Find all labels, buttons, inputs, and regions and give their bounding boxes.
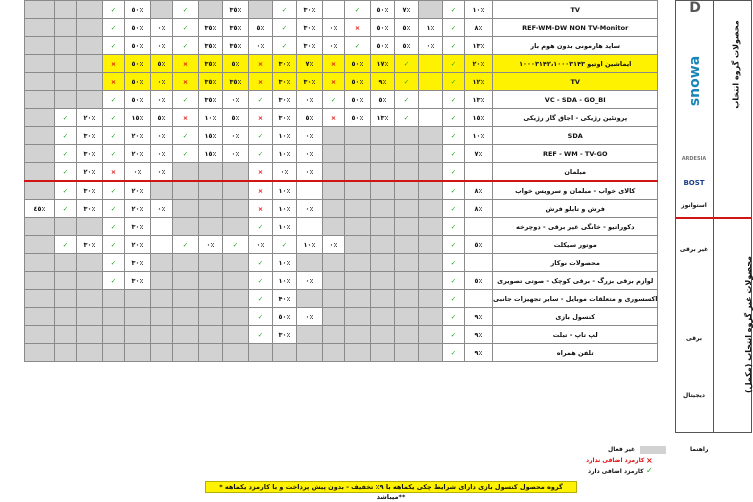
row-label: فرش و تابلو فرش [493, 200, 658, 218]
row-label: REF-WM-DW NON TV-Monitor [493, 19, 658, 37]
row-label: لپ تاپ - تبلت [493, 326, 658, 344]
digital-label: دیجیتال [682, 392, 705, 399]
row-label: محصولات نوکار [493, 254, 658, 272]
table-row: ✓ ٣٠٪ ✓ ٢٠٪ ✓ ۰٪ ✓ ۰٪ ✓ ۱۰٪ ۰٪ ✓ ٥٪ موتور سیکلت [25, 236, 658, 254]
table-row: ✓ ٥٠٪ ۰٪ ✓ ٣٥٪ ۰٪ ✓ ٣٠٪ ۰٪ ✓ ٥٠٪ ٥٪ ✓ ✓ ۱٣٪ VC - SDA - GO_BI [25, 91, 658, 109]
row-label: پروتئین رژیکی - اجاق گاز رژیکی [493, 109, 658, 127]
table-row: ✓ ٢٠٪ × ۰٪ ۰٪ × ۰٪ ۰٪ ✓ مبلمان [25, 163, 658, 182]
table-row: ✓ ٥٠٪ ۰٪ ✓ ٣٥٪ ٣٥٪ ۰٪ ✓ ٣٠٪ ۰٪ ✓ ٥٠٪ ٥٪ ۰٪ ✓ ۱٣٪ ساید هارمونی بدون هوم بار [25, 37, 658, 55]
legend-gray-swatch [640, 446, 666, 454]
legend-has-premium: کارمزد اضافی دارد [588, 468, 644, 475]
table-row: ✓ ٥٠٪ ۰٪ ✓ ٣٥٪ ٣٥٪ ٥٪ ✓ ٣٠٪ ۰٪ × ٥٠٪ ٥٪ ۱٪ ✓ ٨٪ REF-WM-DW NON TV-Monitor [25, 19, 658, 37]
row-label: کنسول بازی [493, 308, 658, 326]
non-electric-label: غیر برقی [679, 246, 709, 253]
table-row: ✓ ٣٠٪ ✓ ٩٪ لپ تاپ - تبلت [25, 326, 658, 344]
group-products-title: محصولات گروه انتخاب [731, 20, 741, 109]
brand-logo-top: D [689, 0, 701, 16]
legend-check-icon: ✓ [646, 466, 653, 475]
table-row-highlighted: × ٥٠٪ ٥٪ × ٣٥٪ ٥٪ × ٣٠٪ ٧٪ × ٥٠٪ ۱٧٪ ✓ ✓ ٢٠٪ ایماشین اوتیو ١٠٠٠٣١۴٢،١٠٠٠٣١۴٣ [25, 55, 658, 73]
row-label: مبلمان [493, 163, 658, 182]
row-label: موتور سیکلت [493, 236, 658, 254]
table-row: ✓ ٣٠٪ ✓ ۱۰٪ ✓ دکوراتیو - خانگی غیر برقی - دوچرخه [25, 218, 658, 236]
table-row: ✓ ٣٠٪ ✓ ٢٠٪ ۰٪ ✓ ۱٥٪ ٠٪ ✓ ۱۰٪ ۰٪ ✓ ٧٪ REF - WM - TV-GO [25, 145, 658, 163]
discount-table [24, 0, 658, 362]
legend-extra: راهنما [690, 446, 709, 453]
snowa-logo: snowa [687, 55, 703, 107]
table-row: ✓ ٣٠٪ ✓ ۱۰٪ ۰٪ ✓ ٥٪ لوازم برقی بزرگ - برقی کوچک - صوتی تصویری [25, 272, 658, 290]
bost-logo: BOST [683, 179, 705, 187]
table-row-highlighted: × ٥٠٪ ۰٪ × ٣٥٪ ٣٥٪ × ٣٠٪ ٣٠٪ × ٥٠٪ ٩٪ ✓ ✓ ۱٢٪ TV [25, 73, 658, 91]
footnote: * گروه محصول کنسول بازی دارای شرایط چکی یکماهه با ٩٪ تخفیف - بدون پیش پرداخت و با کارمزد یکماهه میباشد** [205, 481, 577, 493]
row-label: TV [493, 73, 658, 91]
table-row: ✓ ۴۰٪ ✓ اکسسوری و متعلقات موبایل - سایر تجهیزات جانبی [25, 290, 658, 308]
table-row: ✓ ٣٠٪ ✓ ٢٠٪ × ۱۰٪ ✓ ٨٪ کالای خواب - مبلمان و سرویس خواب [25, 181, 658, 200]
table-row: ✓ ٩٪ تلفن همراه [25, 344, 658, 362]
row-label: کالای خواب - مبلمان و سرویس خواب [493, 181, 658, 200]
row-label: VC - SDA - GO_BI [493, 91, 658, 109]
row-label: لوازم برقی بزرگ - برقی کوچک - صوتی تصویری [493, 272, 658, 290]
row-label: REF - WM - TV-GO [493, 145, 658, 163]
table-row: ✓ ٣٠٪ ✓ ٢٠٪ ۰٪ ✓ ۱٥٪ ٠٪ ✓ ۱۰٪ ۰٪ ✓ ۱۰٪ SDA [25, 127, 658, 145]
row-label: TV [493, 1, 658, 19]
table-row: ✓ ٥٠٪ ✓ ٣٥٪ ✓ ٣٠٪ ✓ ٥٠٪ ٧٪ ✓ ۱۰٪ TV [25, 1, 658, 19]
ardesia-logo: ARDESIA [681, 156, 707, 162]
legend-inactive: غیر فعال [608, 446, 636, 453]
table-row: ✓ ٣٠٪ ✓ ۱۰٪ ✓ محصولات نوکار [25, 254, 658, 272]
row-label: دکوراتیو - خانگی غیر برقی - دوچرخه [493, 218, 658, 236]
table-row: ✓ ٢٠٪ ✓ ۱٥٪ ٥٪ × ۱۰٪ ٥٪ × ٣٠٪ ٥٪ × ٥٠٪ ۱٣٪ ✓ ✓ ۱٥٪ پروتئین رژیکی - اجاق گاز رژیکی [25, 109, 658, 127]
row-label: SDA [493, 127, 658, 145]
non-group-products-title: محصولات غیر گروه انتخاب (مکمل) [744, 255, 753, 394]
row-label: اکسسوری و متعلقات موبایل - سایر تجهیزات جانبی [493, 290, 658, 308]
electric-label: برقی [686, 335, 702, 342]
ostrogas-label: استوانوز [681, 202, 707, 209]
row-label: ایماشین اوتیو ١٠٠٠٣١۴٢،١٠٠٠٣١۴٣ [493, 55, 658, 73]
table-row: ٤٥٪ ✓ ٣٠٪ ✓ ٢٠٪ ۰٪ × ۱۰٪ ۰٪ ✓ ٨٪ فرش و تابلو فرش [25, 200, 658, 218]
legend-x-icon: × [646, 456, 653, 465]
row-label: ساید هارمونی بدون هوم بار [493, 37, 658, 55]
table-row: ✓ ٥٠٪ ۰٪ ✓ ٩٪ کنسول بازی [25, 308, 658, 326]
row-label: تلفن همراه [493, 344, 658, 362]
legend-no-premium: کارمزد اضافی ندارد [586, 457, 645, 464]
